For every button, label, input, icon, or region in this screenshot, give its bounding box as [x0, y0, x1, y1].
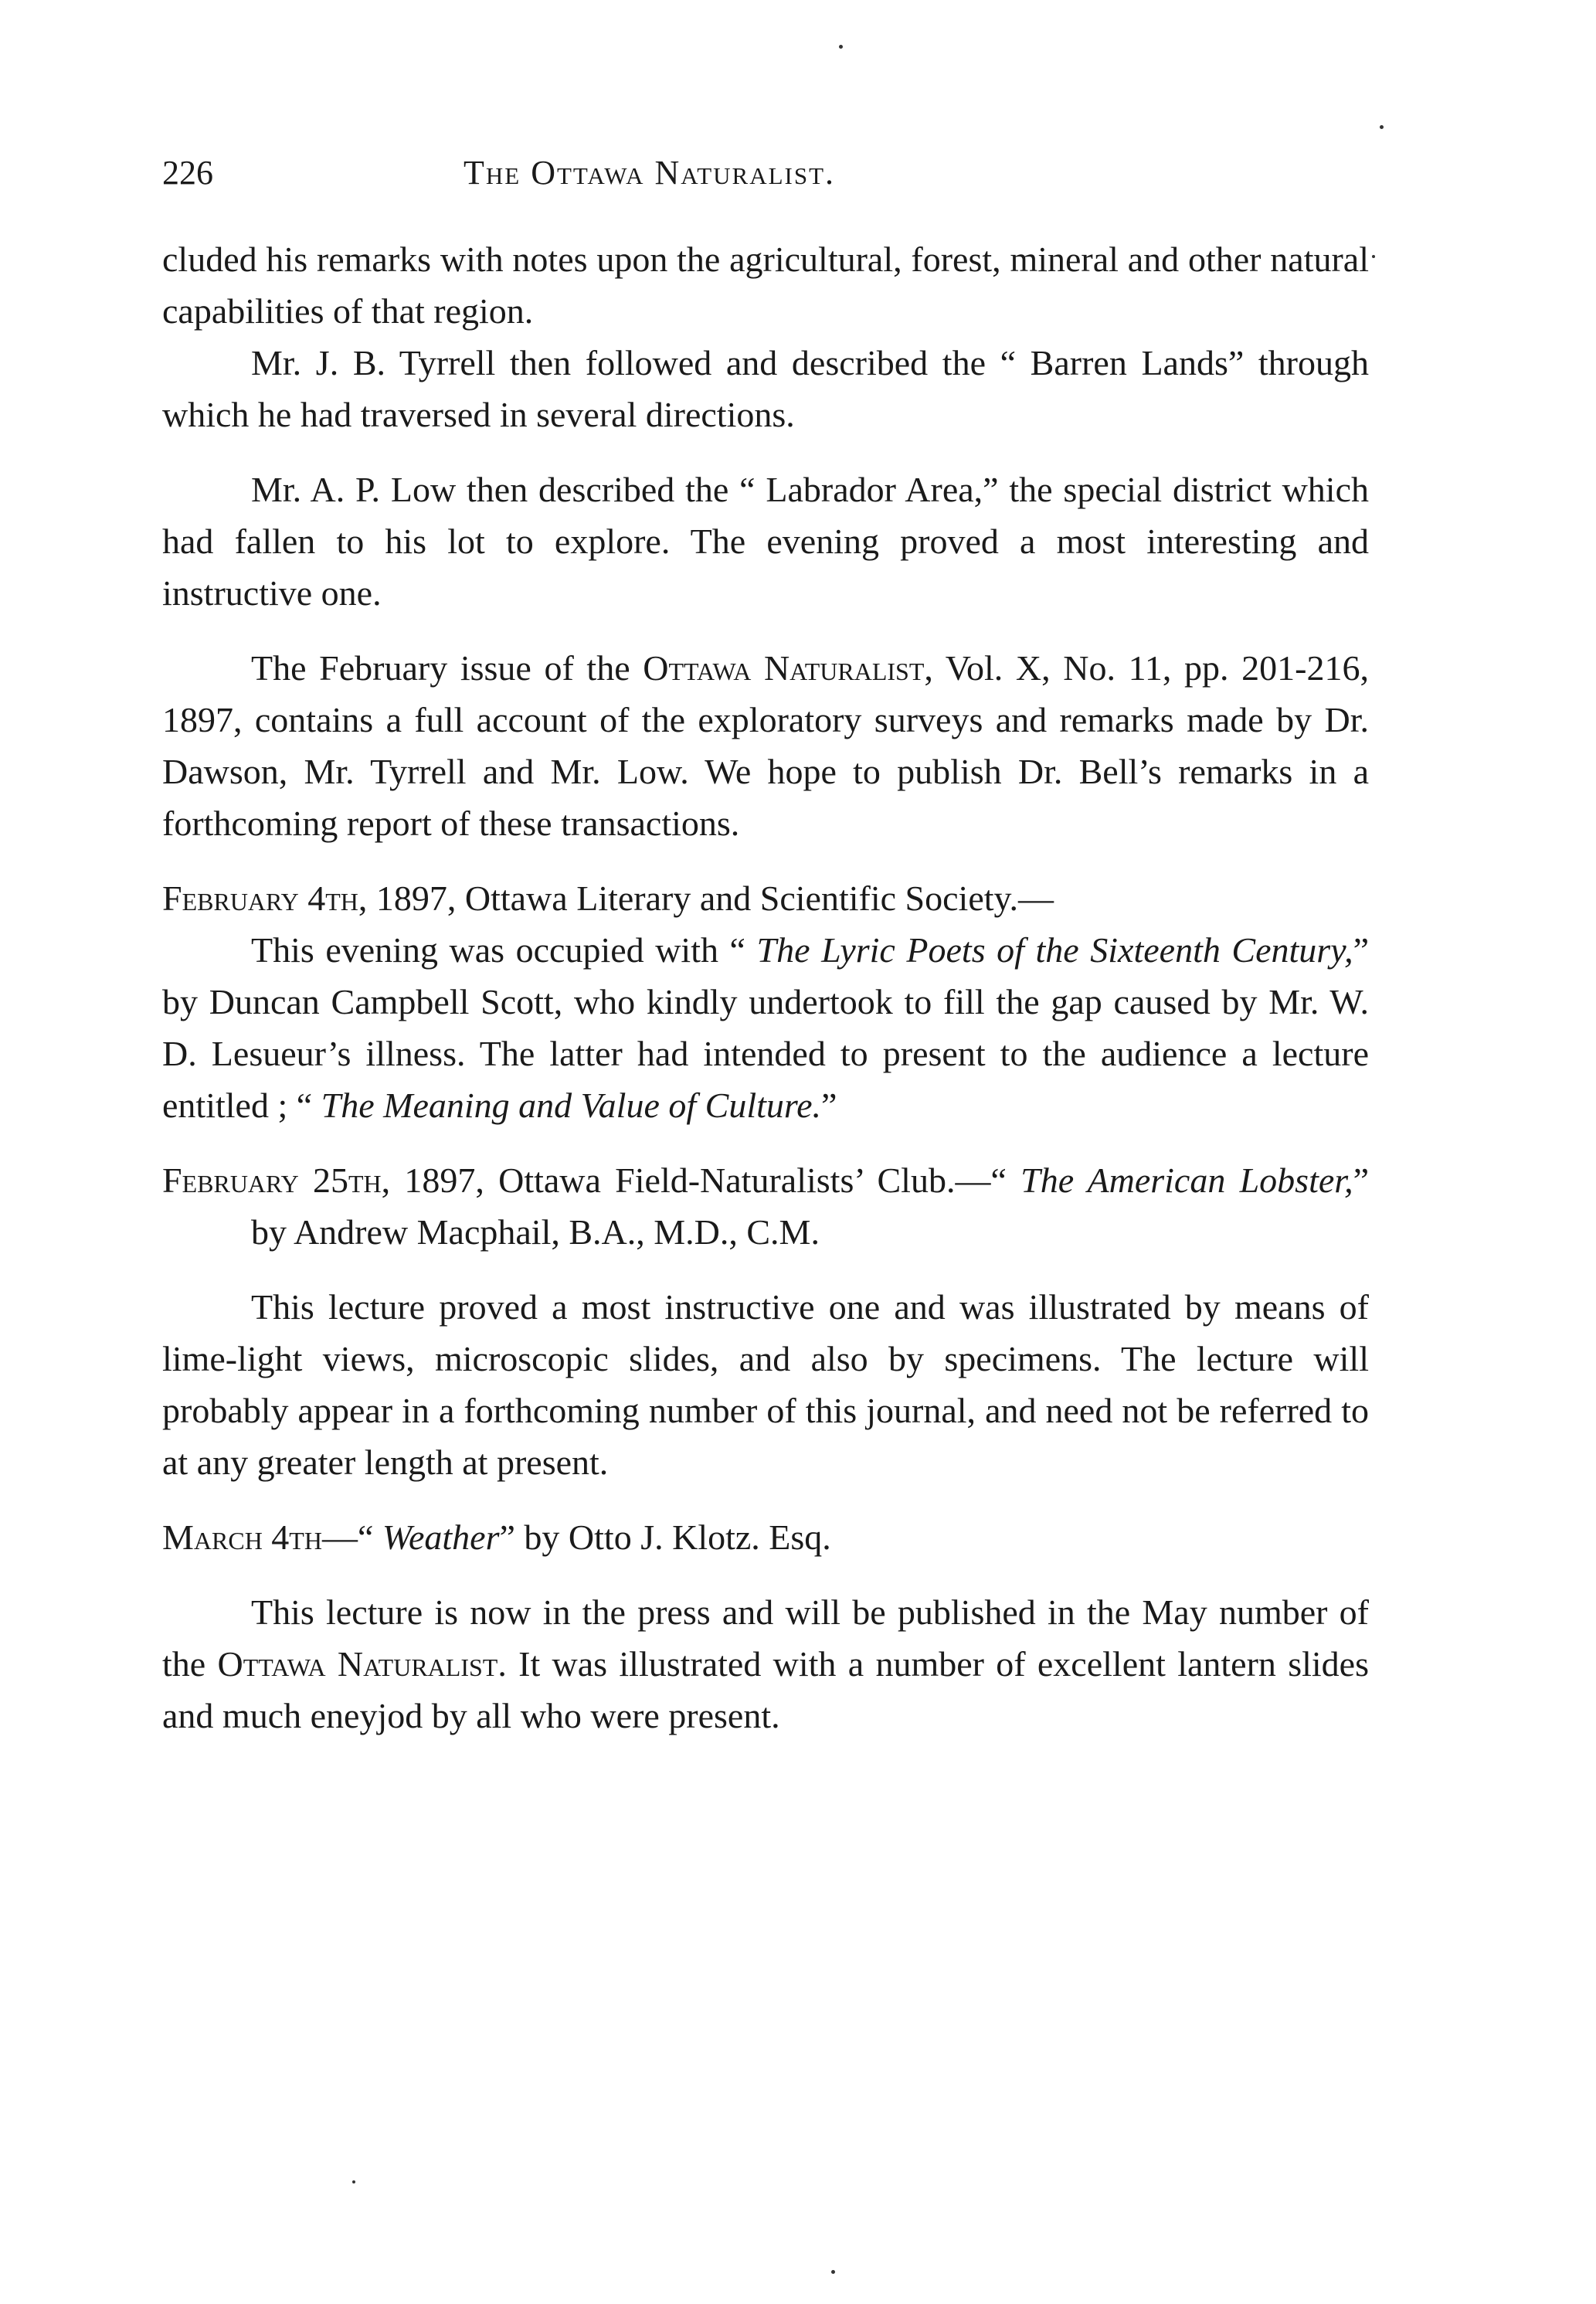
entry-heading-feb-4 — [162, 872, 1369, 924]
entry-heading-text: —“ — [321, 1517, 382, 1557]
paragraph-february-issue — [162, 642, 1369, 849]
page-header — [162, 153, 1367, 207]
paragraph-continuation: cluded his remarks with notes upon the agricultural, forest, mineral and other natural capabilities of that region. — [162, 240, 1369, 331]
ink-speck — [839, 45, 843, 49]
text-segment: . It was illustrated with a number of excellent lantern slides and much eneyjod by all who were present. — [162, 1644, 1369, 1735]
text-segment: ” by Duncan Campbell Scott, who kindly undertook to fill the gap caused by Mr. W. D. Lesueur’s illness. The latter had intended to present to the audience a lecture entitled ; “ — [162, 930, 1369, 1125]
journal-name: Ottawa Naturalist — [217, 1644, 498, 1684]
lecture-title: The American Lobster, — [1020, 1160, 1353, 1200]
running-title: The Ottawa Naturalist. — [464, 154, 836, 192]
lecture-title: The Lyric Poets of the Sixteenth Century, — [756, 930, 1353, 970]
entry-heading-feb-25 — [162, 1154, 1369, 1258]
entry-body-march-4 — [162, 1586, 1369, 1742]
entry-date: February 4th, — [162, 878, 368, 918]
entry-heading-text: ” by Andrew Macphail, B.A., M.D., C.M. — [251, 1160, 1369, 1252]
entry-heading-march-4 — [162, 1511, 1369, 1563]
ink-speck — [1372, 255, 1375, 258]
entry-body-feb-25: This lecture proved a most instructive one and was illustrated by means of lime-light views, microscopic slides, and also by specimens. The lecture will probably appear in a forthcoming number of this journal, and need not be referred to at any greater length at present. — [162, 1287, 1369, 1482]
entry-date: March 4th — [162, 1517, 322, 1557]
text-segment: , Vol. X, No. 11, pp. 201-216, 1897, contains a full account of the exploratory surveys and remarks made by Dr. Dawson, Mr. Tyrrell and Mr. Low. We hope to publish Dr. Bell’s remarks in a forthcoming report of these transactions. — [162, 648, 1369, 843]
ink-speck — [352, 2180, 355, 2183]
paragraph-low: Mr. A. P. Low then described the “ Labrador Area,” the special district which had fallen to his lot to explore. The evening proved a most interesting and instructive one. — [162, 470, 1369, 613]
entry-heading-text: ” by Otto J. Klotz. Esq. — [499, 1517, 831, 1557]
paragraph-tyrrell: Mr. J. B. Tyrrell then followed and described the “ Barren Lands” through which he had traversed in several directions. — [162, 343, 1369, 434]
page-body — [162, 233, 1369, 1742]
page-number: 226 — [162, 154, 213, 192]
text-segment: ” — [821, 1086, 837, 1125]
ink-speck — [831, 2270, 835, 2274]
lecture-title: Weather — [382, 1517, 500, 1557]
entry-heading-text: 1897, Ottawa Literary and Scientific Society.— — [367, 878, 1054, 918]
ink-speck — [1380, 125, 1384, 129]
entry-date: February 25th, — [162, 1160, 391, 1200]
lecture-title: The Meaning and Value of Culture. — [321, 1086, 822, 1125]
text-segment: This evening was occupied with “ — [251, 930, 757, 970]
text-segment: The February issue of the — [251, 648, 643, 688]
entry-heading-text: 1897, Ottawa Field-Naturalists’ Club.—“ — [390, 1160, 1021, 1200]
text-segment: This lecture is now in the press and will be published in the May number of the — [162, 1592, 1369, 1684]
journal-name: Ottawa Naturalist — [643, 648, 925, 688]
entry-body-feb-4 — [162, 924, 1369, 1131]
